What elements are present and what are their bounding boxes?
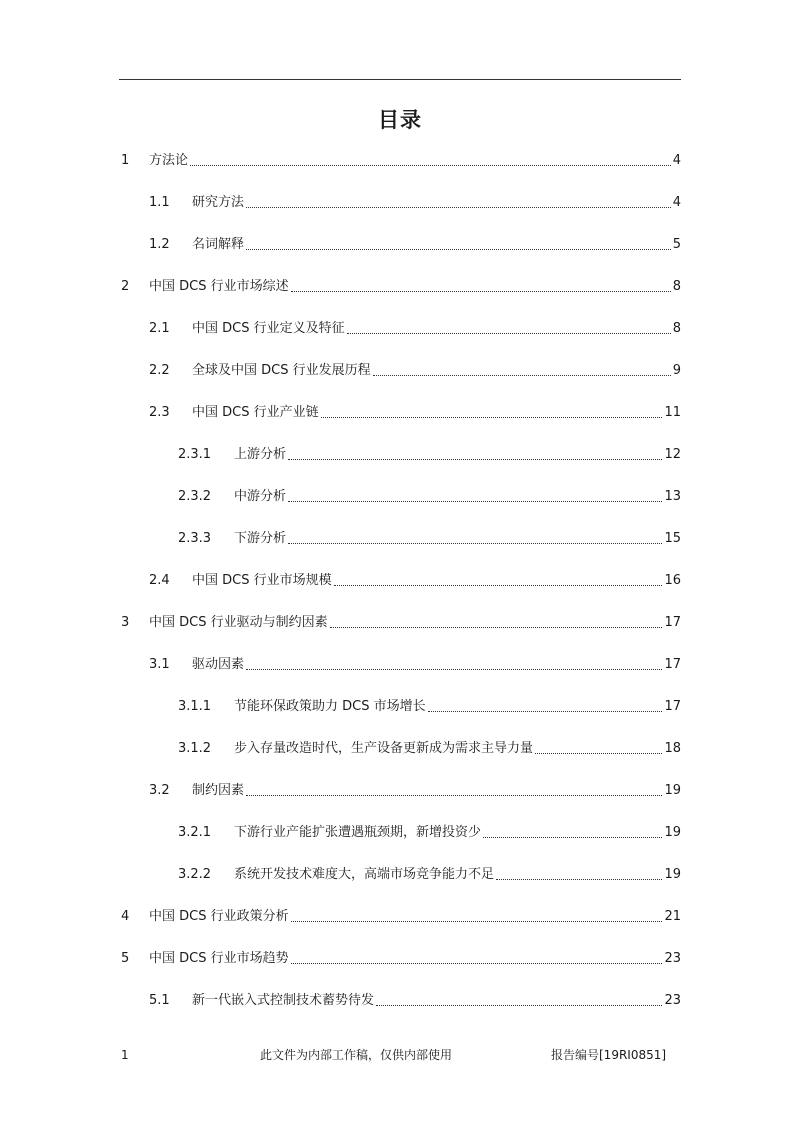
toc-entry-number: 1 xyxy=(121,153,130,168)
toc-entry-number: 2.3.2 xyxy=(178,489,212,504)
toc-entry-number: 5 xyxy=(121,951,130,966)
toc-dot-leader xyxy=(321,403,663,423)
toc-dot-leader xyxy=(246,781,662,801)
toc-entry-title: 中国 DCS 行业定义及特征 xyxy=(192,321,345,336)
toc-entry-page: 17 xyxy=(664,699,681,714)
page-title: 目录 xyxy=(378,108,422,132)
toc-entry-page: 8 xyxy=(672,279,681,294)
toc-dot-leader xyxy=(483,823,662,843)
toc-dot-leader xyxy=(246,655,662,675)
toc-entry-number: 5.1 xyxy=(149,993,170,1008)
toc-entry-page: 19 xyxy=(664,867,681,882)
toc-entry[interactable] xyxy=(149,193,681,213)
toc-dot-leader xyxy=(246,193,671,213)
toc-entry-page: 17 xyxy=(664,657,681,672)
toc-entry-number: 3.2.1 xyxy=(178,825,212,840)
toc-entry-page: 18 xyxy=(664,741,681,756)
toc-entry-number: 2.4 xyxy=(149,573,170,588)
toc-entry-page: 15 xyxy=(664,531,681,546)
toc-entry[interactable] xyxy=(121,613,681,633)
toc-entry-number: 2.3.3 xyxy=(178,531,212,546)
toc-entry-number: 3.2 xyxy=(149,783,170,798)
toc-entry-title: 下游分析 xyxy=(234,531,287,546)
toc-entry-title: 新一代嵌入式控制技术蓄势待发 xyxy=(192,993,375,1008)
toc-entry-page: 17 xyxy=(664,615,681,630)
toc-entry[interactable] xyxy=(178,445,681,465)
toc-dot-leader xyxy=(376,991,662,1011)
toc-entry-title: 上游分析 xyxy=(234,447,287,462)
toc-entry[interactable] xyxy=(121,277,681,297)
toc-entry-title: 中国 DCS 行业市场规模 xyxy=(192,573,332,588)
toc-entry-page: 19 xyxy=(664,825,681,840)
toc-entry-page: 4 xyxy=(672,153,681,168)
toc-entry-page: 8 xyxy=(672,321,681,336)
toc-dot-leader xyxy=(291,277,671,297)
footer-page-number: 1 xyxy=(121,1048,129,1062)
toc-dot-leader xyxy=(330,613,663,633)
toc-entry-title: 中国 DCS 行业市场趋势 xyxy=(149,951,289,966)
toc-entry-title: 制约因素 xyxy=(192,783,245,798)
toc-entry-title: 名词解释 xyxy=(192,237,245,252)
toc-entry[interactable] xyxy=(149,235,681,255)
toc-entry-title: 中游分析 xyxy=(234,489,287,504)
toc-dot-leader xyxy=(190,151,671,171)
toc-dot-leader xyxy=(347,319,671,339)
toc-dot-leader xyxy=(288,529,662,549)
toc-entry-title: 研究方法 xyxy=(192,195,245,210)
toc-dot-leader xyxy=(288,445,662,465)
toc-entry-title: 驱动因素 xyxy=(192,657,245,672)
toc-entry-title: 系统开发技术难度大，高端市场竞争能力不足 xyxy=(234,867,495,882)
toc-entry[interactable] xyxy=(121,151,681,171)
toc-entry-number: 2.1 xyxy=(149,321,170,336)
toc-entry-title: 步入存量改造时代，生产设备更新成为需求主导力量 xyxy=(234,741,534,756)
toc-entry-number: 1.1 xyxy=(149,195,170,210)
toc-dot-leader xyxy=(334,571,663,591)
toc-entry[interactable] xyxy=(178,739,681,759)
toc-entry[interactable] xyxy=(149,403,681,423)
toc-entry-number: 3.1.1 xyxy=(178,699,212,714)
toc-entry-page: 9 xyxy=(672,363,681,378)
toc-dot-leader xyxy=(291,949,663,969)
toc-entry-title: 中国 DCS 行业产业链 xyxy=(192,405,319,420)
toc-entry-number: 3.1 xyxy=(149,657,170,672)
toc-entry[interactable] xyxy=(149,781,681,801)
toc-entry[interactable] xyxy=(178,697,681,717)
toc-dot-leader xyxy=(496,865,662,885)
toc-entry[interactable] xyxy=(178,529,681,549)
toc-entry[interactable] xyxy=(178,823,681,843)
toc-entry[interactable] xyxy=(149,655,681,675)
toc-dot-leader xyxy=(288,487,662,507)
toc-entry-page: 12 xyxy=(664,447,681,462)
toc-dot-leader xyxy=(535,739,662,759)
toc-entry-title: 中国 DCS 行业驱动与制约因素 xyxy=(149,615,328,630)
toc-entry-title: 方法论 xyxy=(149,153,189,168)
toc-entry-title: 下游行业产能扩张遭遇瓶颈期，新增投资少 xyxy=(234,825,482,840)
toc-entry[interactable] xyxy=(178,865,681,885)
toc-entry-number: 1.2 xyxy=(149,237,170,252)
toc-entry-number: 4 xyxy=(121,909,130,924)
toc-entry-page: 21 xyxy=(664,909,681,924)
toc-entry-title: 中国 DCS 行业市场综述 xyxy=(149,279,289,294)
toc-entry[interactable] xyxy=(149,319,681,339)
toc-entry[interactable] xyxy=(121,907,681,927)
toc-entry-page: 5 xyxy=(672,237,681,252)
toc-entry-number: 3.1.2 xyxy=(178,741,212,756)
toc-entry-number: 2 xyxy=(121,279,130,294)
toc-entry[interactable] xyxy=(149,571,681,591)
header-rule xyxy=(119,79,681,80)
toc-entry-number: 2.3.1 xyxy=(178,447,212,462)
toc-entry-title: 全球及中国 DCS 行业发展历程 xyxy=(192,363,371,378)
toc-entry[interactable] xyxy=(149,991,681,1011)
toc-entry[interactable] xyxy=(178,487,681,507)
toc-entry-number: 2.2 xyxy=(149,363,170,378)
toc-entry-title: 中国 DCS 行业政策分析 xyxy=(149,909,289,924)
toc-entry-page: 23 xyxy=(664,951,681,966)
toc-entry-page: 4 xyxy=(672,195,681,210)
toc-entry-page: 11 xyxy=(664,405,681,420)
toc-entry-number: 2.3 xyxy=(149,405,170,420)
toc-entry-page: 16 xyxy=(664,573,681,588)
footer-notice: 此文件为内部工作稿，仅供内部使用 xyxy=(260,1048,453,1062)
toc-dot-leader xyxy=(373,361,671,381)
toc-entry[interactable] xyxy=(149,361,681,381)
toc-entry-page: 13 xyxy=(664,489,681,504)
toc-dot-leader xyxy=(291,907,663,927)
toc-dot-leader xyxy=(246,235,671,255)
toc-entry-page: 19 xyxy=(664,783,681,798)
toc-entry-title: 节能环保政策助力 DCS 市场增长 xyxy=(234,699,426,714)
toc-entry[interactable] xyxy=(121,949,681,969)
toc-dot-leader xyxy=(428,697,663,717)
toc-entry-number: 3.2.2 xyxy=(178,867,212,882)
toc-entry-page: 23 xyxy=(664,993,681,1008)
toc-entry-number: 3 xyxy=(121,615,130,630)
footer-report-id: 报告编号[19RI0851] xyxy=(551,1048,667,1062)
